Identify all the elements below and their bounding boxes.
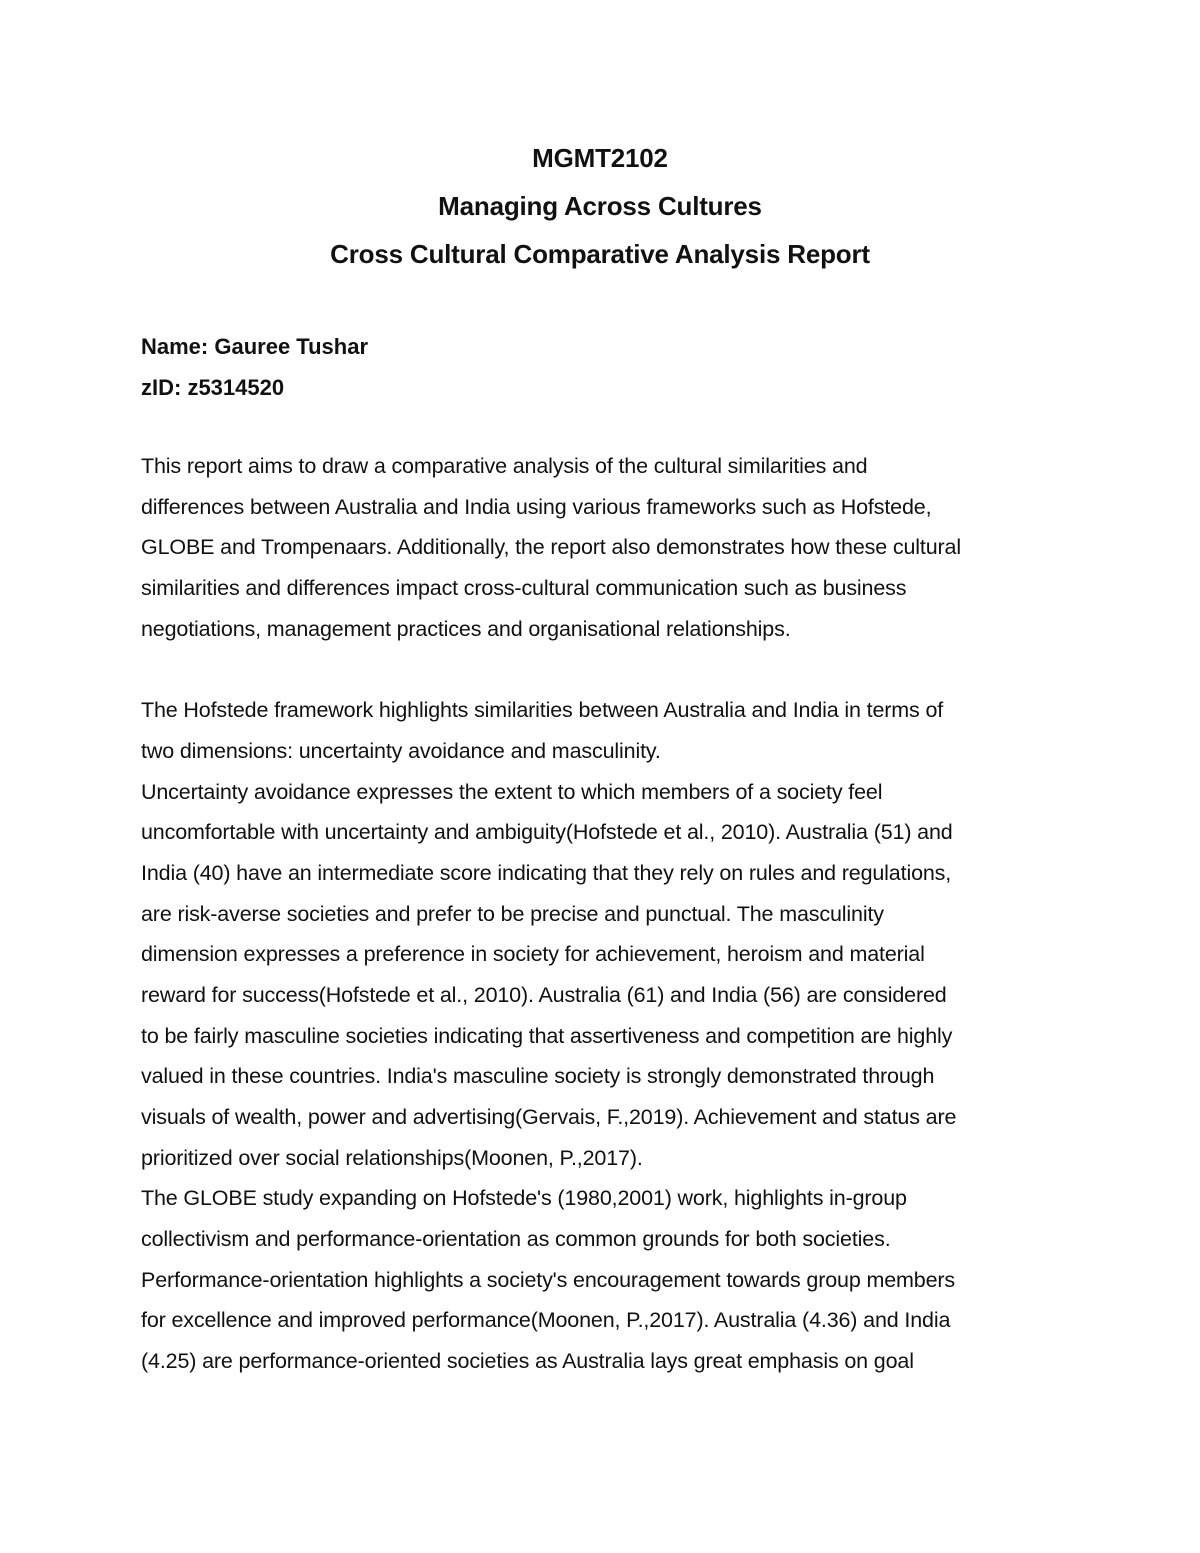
text-line: for excellence and improved performance(Moonen, P.,2017). Australia (4.36) and India xyxy=(141,1308,951,1333)
text-line: differences between Australia and India using various frameworks such as Hofstede, xyxy=(141,494,932,519)
text-line: Uncertainty avoidance expresses the extent to which members of a society feel xyxy=(141,779,883,804)
text-line: The GLOBE study expanding on Hofstede's (1980,2001) work, highlights in-group xyxy=(141,1186,907,1211)
student-details xyxy=(141,326,368,408)
text-line: Performance-orientation highlights a society's encouragement towards group members xyxy=(141,1267,956,1292)
paragraph-spacer xyxy=(141,649,1059,690)
text-line: (4.25) are performance-oriented societies as Australia lays great emphasis on goal xyxy=(141,1349,914,1374)
text-line: valued in these countries. India's masculine society is strongly demonstrated through xyxy=(141,1064,935,1089)
text-line: The Hofstede framework highlights similarities between Australia and India in terms of xyxy=(141,698,944,723)
text-line: two dimensions: uncertainty avoidance and masculinity. xyxy=(141,738,661,763)
text-line: negotiations, management practices and organisational relationships. xyxy=(141,616,791,641)
text-line: are risk-averse societies and prefer to be precise and punctual. The masculinity xyxy=(141,901,884,926)
text-line: reward for success(Hofstede et al., 2010). Australia (61) and India (56) are considered xyxy=(141,982,947,1007)
report-title: Cross Cultural Comparative Analysis Report xyxy=(330,239,870,269)
text-line: to be fairly masculine societies indicating that assertiveness and competition are highly xyxy=(141,1023,953,1048)
student-zid: zID: z5314520 xyxy=(141,375,285,400)
course-code: MGMT2102 xyxy=(532,143,668,173)
document-header xyxy=(0,134,1200,278)
text-line: similarities and differences impact cross-cultural communication such as business xyxy=(141,576,907,601)
hofstede-paragraph xyxy=(141,690,1059,1382)
intro-paragraph xyxy=(141,446,1059,649)
text-line: dimension expresses a preference in society for achievement, heroism and material xyxy=(141,942,925,967)
student-name: Name: Gauree Tushar xyxy=(141,334,369,359)
text-line: uncomfortable with uncertainty and ambiguity(Hofstede et al., 2010). Australia (51) and xyxy=(141,820,953,845)
text-line: GLOBE and Trompenaars. Additionally, the report also demonstrates how these cultural xyxy=(141,535,961,560)
report-body xyxy=(141,446,1059,1382)
text-line: prioritized over social relationships(Moonen, P.,2017). xyxy=(141,1145,643,1170)
course-name: Managing Across Cultures xyxy=(438,191,762,221)
text-line: This report aims to draw a comparative analysis of the cultural similarities and xyxy=(141,454,868,478)
text-line: India (40) have an intermediate score indicating that they rely on rules and regulations, xyxy=(141,860,952,885)
text-line: visuals of wealth, power and advertising(Gervais, F.,2019). Achievement and status are xyxy=(141,1105,957,1129)
text-line: collectivism and performance-orientation as common grounds for both societies. xyxy=(141,1227,891,1252)
